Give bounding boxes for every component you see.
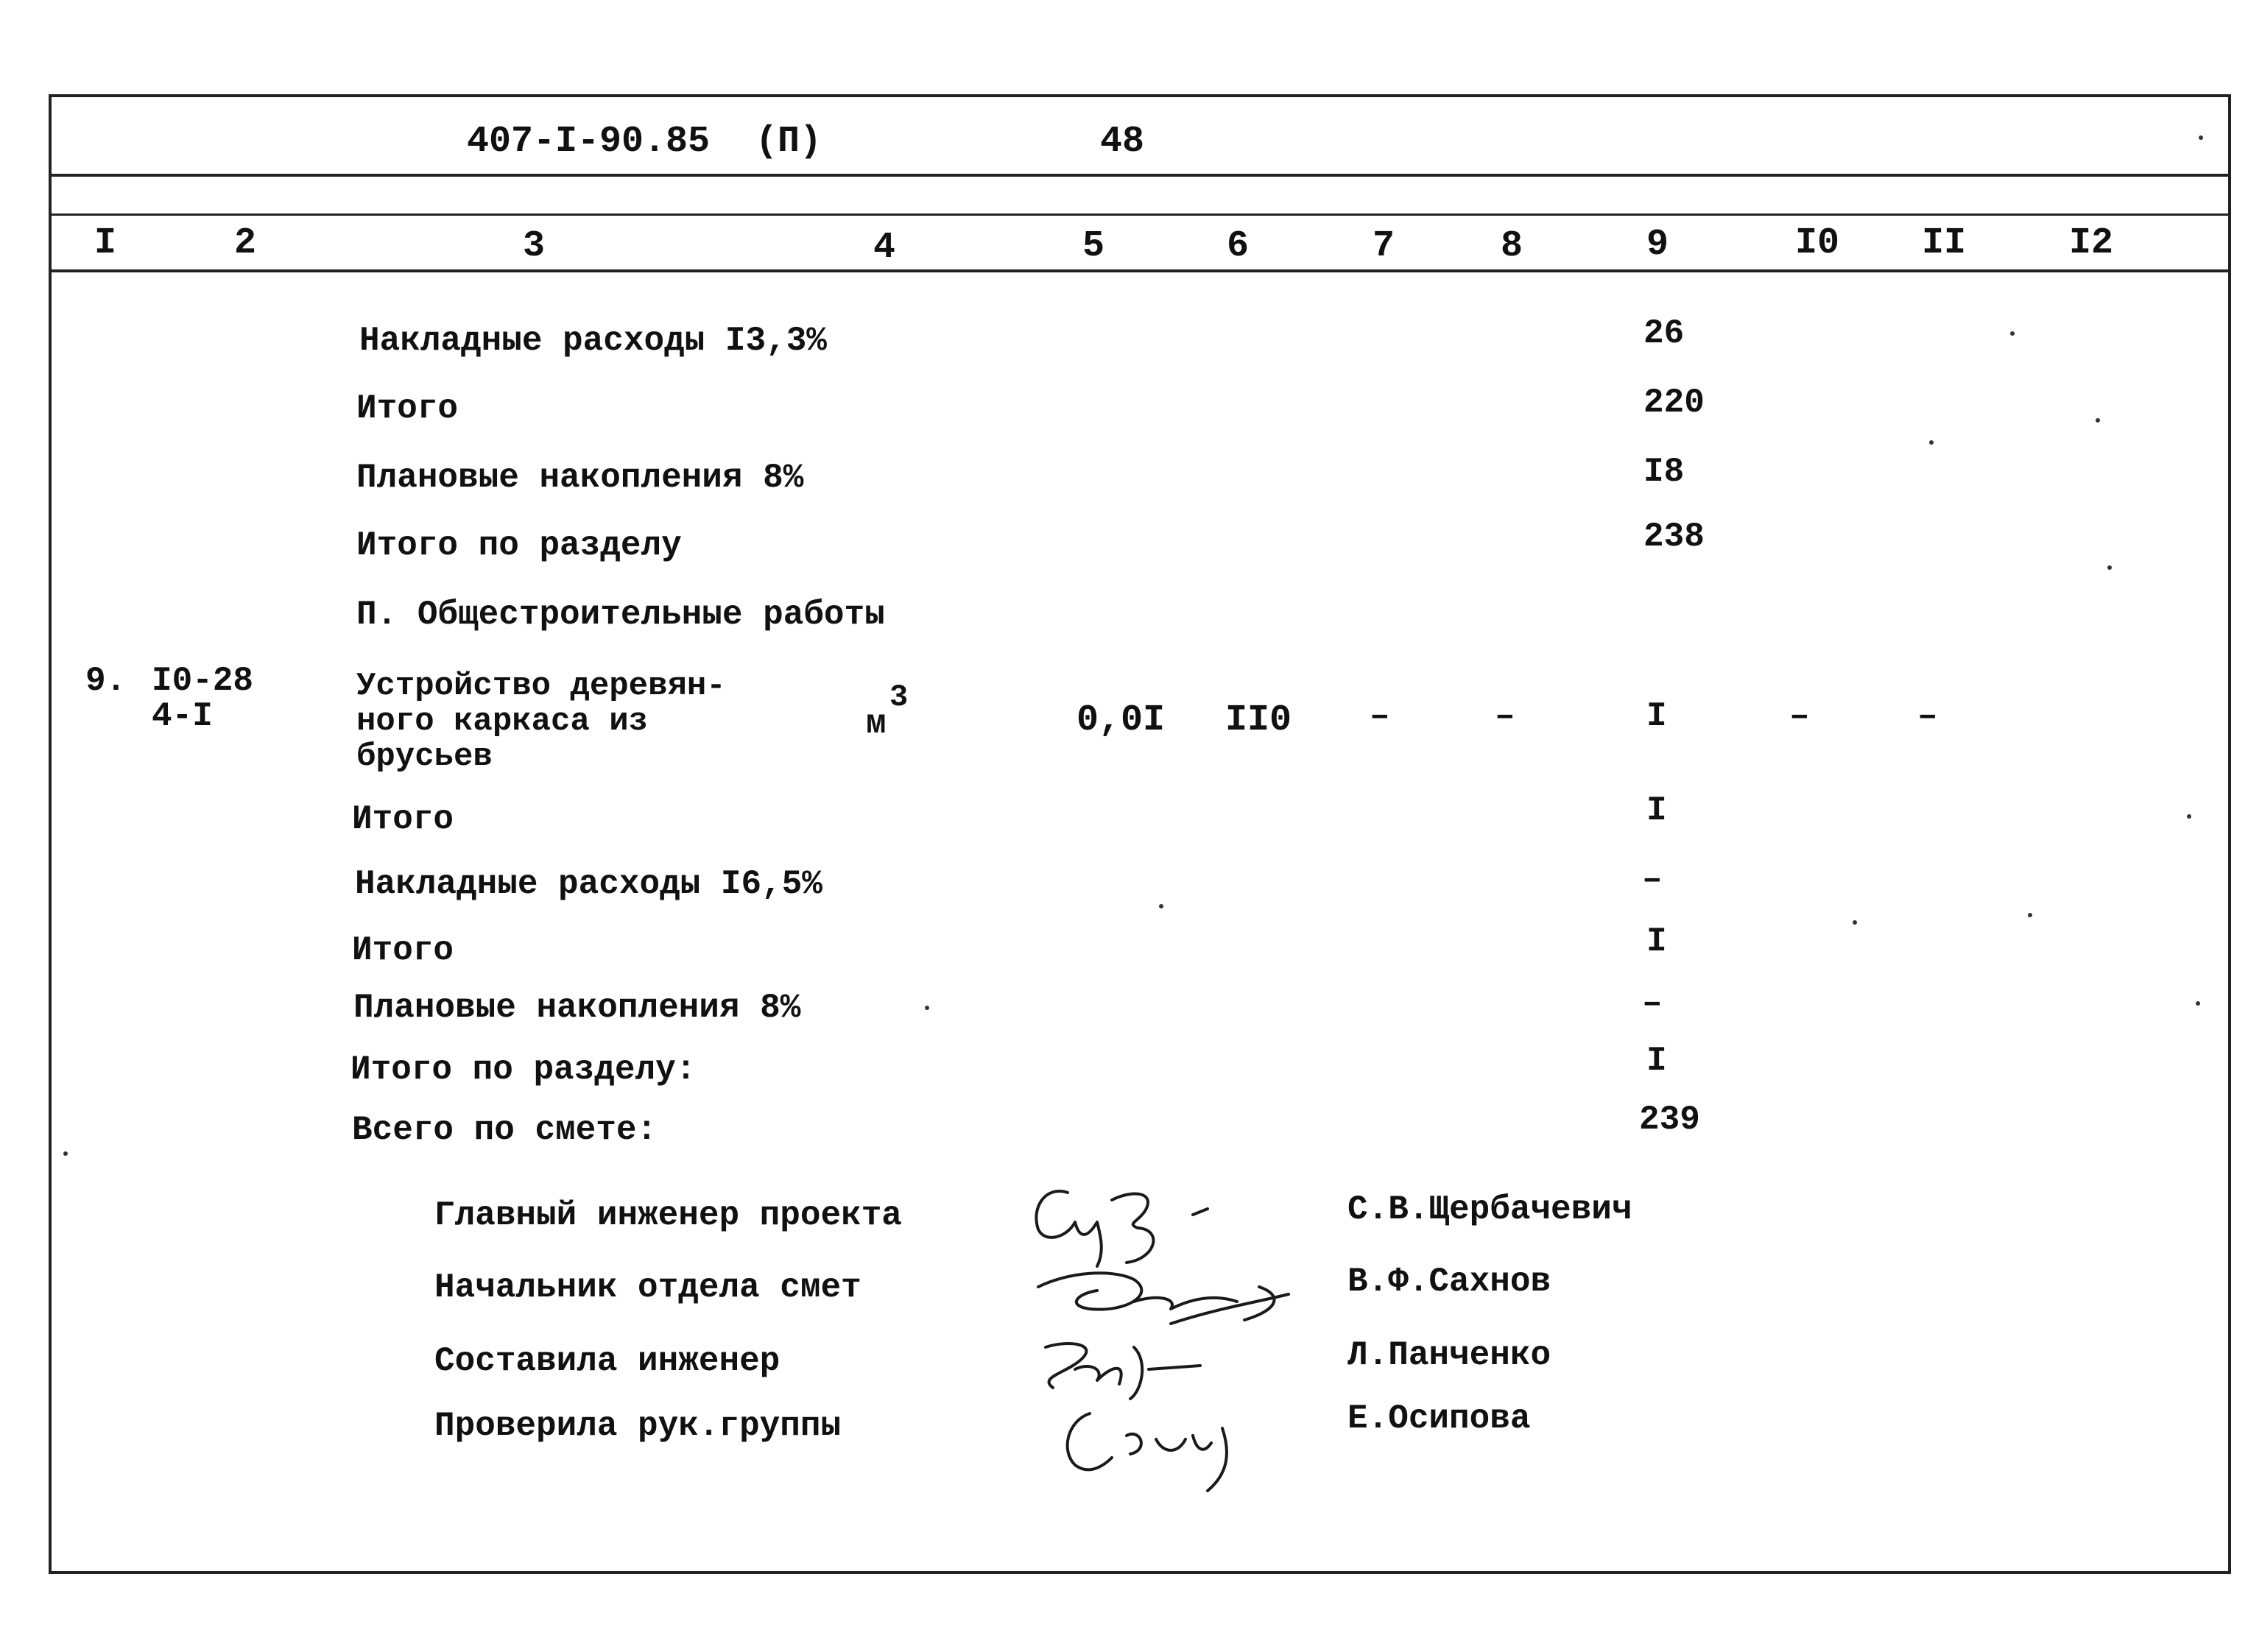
signature-role: Составила инженер — [434, 1342, 781, 1380]
scan-speck — [2107, 565, 2112, 570]
row-name: Плановые накопления 8% — [353, 989, 801, 1027]
row-name: Плановые накопления 8% — [356, 459, 804, 497]
signature-name: Л.Панченко — [1347, 1336, 1551, 1374]
column-header-rule — [49, 269, 2231, 272]
row-col9: I — [1646, 791, 1667, 830]
column-header-6: 6 — [1227, 225, 1250, 267]
section-title: П. Общестроительные работы — [356, 596, 885, 634]
item-col11: – — [1917, 697, 1938, 735]
column-header-7: 7 — [1373, 225, 1395, 267]
scan-speck — [1159, 904, 1163, 908]
signature-role: Начальник отдела смет — [434, 1268, 862, 1307]
row-name: Всего по смете: — [352, 1111, 658, 1149]
row-name: Итого — [352, 800, 454, 839]
row-name: Итого по разделу: — [350, 1051, 697, 1089]
item-col5: 0,0I — [1077, 699, 1166, 741]
handwritten-signature-4 — [1046, 1384, 1266, 1494]
item-col10: – — [1789, 697, 1810, 735]
item-unit: м — [866, 705, 887, 743]
row-col9: I8 — [1643, 453, 1685, 491]
signature-role: Проверила рук.группы — [434, 1407, 842, 1445]
signature-name: Е.Осипова — [1347, 1399, 1531, 1438]
scan-speck — [2196, 1001, 2200, 1006]
row-col9: I — [1646, 1042, 1667, 1080]
row-name: Накладные расходы I3,3% — [359, 322, 827, 360]
item-number: 9. — [85, 662, 127, 700]
signature-role: Главный инженер проекта — [434, 1196, 902, 1235]
item-col7: – — [1370, 697, 1390, 735]
scan-speck — [2028, 913, 2032, 917]
row-name: Итого — [352, 931, 454, 970]
document-code: 407-I-90.85 — [467, 121, 711, 163]
column-header-12: I2 — [2069, 222, 2114, 264]
column-header-11: II — [1922, 222, 1967, 264]
column-header-2: 2 — [234, 222, 257, 264]
scan-speck — [2010, 331, 2015, 336]
row-col9: 239 — [1639, 1101, 1700, 1139]
row-name: Итого — [356, 389, 459, 428]
column-header-4: 4 — [873, 227, 896, 269]
column-header-5: 5 — [1082, 225, 1105, 267]
signature-name: В.Ф.Сахнов — [1347, 1263, 1551, 1301]
signature-name: С.В.Щербачевич — [1347, 1190, 1632, 1229]
row-col9: – — [1642, 984, 1663, 1023]
item-unit-power: 3 — [889, 679, 909, 715]
scan-speck — [1853, 920, 1857, 925]
column-header-1: I — [94, 222, 117, 264]
item-name-line: ного каркаса из — [356, 703, 649, 740]
document-variant: (П) — [755, 121, 822, 163]
item-name-line: Устройство деревян- — [356, 668, 726, 705]
page-number: 48 — [1100, 121, 1145, 163]
column-header-8: 8 — [1501, 225, 1523, 267]
row-name: Итого по разделу — [356, 526, 682, 565]
scan-speck — [63, 1151, 68, 1156]
item-code-top: I0-28 — [152, 662, 254, 700]
header-rule-top — [49, 174, 2231, 177]
scan-speck — [2187, 814, 2191, 819]
item-col9: I — [1646, 697, 1667, 735]
row-name: Накладные расходы I6,5% — [355, 865, 822, 903]
row-col9: 220 — [1643, 384, 1705, 422]
row-col9: I — [1646, 922, 1667, 961]
scan-speck — [2199, 135, 2203, 140]
item-code-bottom: 4-I — [152, 697, 213, 735]
column-header-3: 3 — [523, 225, 546, 267]
scan-speck — [925, 1006, 929, 1010]
row-col9: 238 — [1643, 518, 1705, 556]
item-col6: II0 — [1225, 699, 1292, 741]
item-name-line: брусьев — [356, 738, 493, 775]
header-rule-mid — [49, 213, 2231, 216]
column-header-10: I0 — [1795, 222, 1840, 264]
row-col9: – — [1642, 861, 1663, 899]
column-header-9: 9 — [1646, 224, 1669, 266]
item-col8: – — [1495, 697, 1515, 735]
scan-speck — [2096, 418, 2100, 423]
row-col9: 26 — [1643, 314, 1685, 353]
scan-speck — [1929, 440, 1934, 445]
